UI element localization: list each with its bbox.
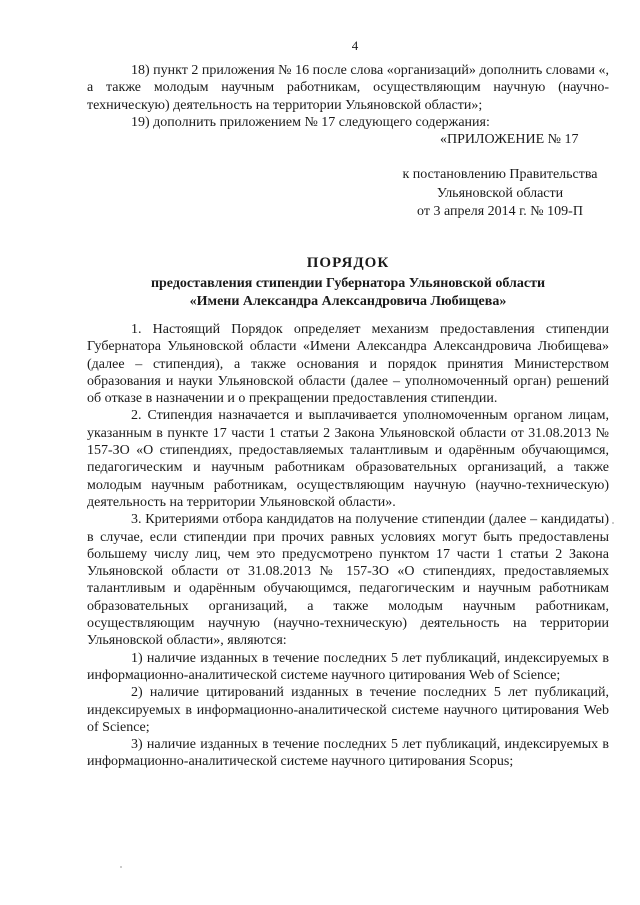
paragraph-1: 1. Настоящий Порядок определяет механизм предоставления стипендии Губернатора Ульяновской области «Имени Александра Александровича Любищева» (далее – стипендия), а также основания и порядок принятия Министерством образования и науки Ульяновской области (далее – уполномоченный орган) решений об отказе в назначении и о прекращении предоставления стипендии. (87, 322, 609, 407)
main-body (87, 321, 609, 771)
title-line-2: предоставления стипендии Губернатора Ульяновской области (150, 276, 546, 291)
criterion-2: 2) наличие цитирований изданных в течение последних 5 лет публикаций, индексируемых в информационно-аналитической системе научного цитирования Web of Science; (87, 685, 609, 735)
scan-speck (612, 522, 614, 524)
paragraph-18: 18) пункт 2 приложения № 16 после слова «организаций» дополнить словами «, а также молодым научным работникам, осуществляющим научную (научно-техническую) деятельность на территории Ульяновской области»; (87, 63, 609, 113)
appendix-heading: «ПРИЛОЖЕНИЕ № 17 (440, 132, 579, 147)
approval-line-2: Ульяновской области (436, 185, 564, 201)
criterion-3: 3) наличие изданных в течение последних 5 лет публикаций, индексируемых в информационно-аналитической системе научного цитирования Scopus; (87, 737, 609, 770)
intro-section (87, 62, 609, 131)
page-number: 4 (351, 38, 359, 53)
approval-block (380, 166, 620, 222)
paragraph-19: 19) дополнить приложением № 17 следующего содержания: (131, 114, 490, 130)
criterion-1: 1) наличие изданных в течение последних 5 лет публикаций, индексируемых в информационно-аналитической системе научного цитирования Web of Science; (87, 650, 609, 683)
approval-line-1: к постановлению Правительства (402, 167, 598, 182)
title-line-3: «Имени Александра Александровича Любищева» (189, 294, 507, 309)
paragraph-2: 2. Стипендия назначается и выплачивается уполномоченным органом лицам, указанным в пункте 17 части 1 статьи 2 Закона Ульяновской области от 31.08.2013 № 157-ЗО «О стипендиях, предоставляемых талантливым и одарённым обучающимся, педагогическим и научным работникам образовательных организаций, а также молодым научным работникам, осуществляющим научную (научно-техническую) деятельность на территории Ульяновской области». (87, 408, 609, 510)
approval-line-3: от 3 апреля 2014 г. № 109-П (417, 204, 583, 219)
title-main: ПОРЯДОК (306, 255, 390, 271)
scan-speck (120, 866, 122, 868)
paragraph-3: 3. Критериями отбора кандидатов на получение стипендии (далее – кандидаты) в случае, если стипендии при прочих равных условиях могут быть предоставлены большему числу лиц, чем это предусмотрено пунктом 17 части 1 статьи 2 Закона Ульяновской области от 31.08.2013 № 157-ЗО «О стипендиях, предоставляемых талантливым и одарённым обучающимся, педагогическим и научным работникам образовательных организаций, а также молодым научным работникам, осуществляющим научную (научно-техническую) деятельность на территории Ульяновской области», являются: (87, 512, 609, 649)
document-title (87, 254, 609, 311)
